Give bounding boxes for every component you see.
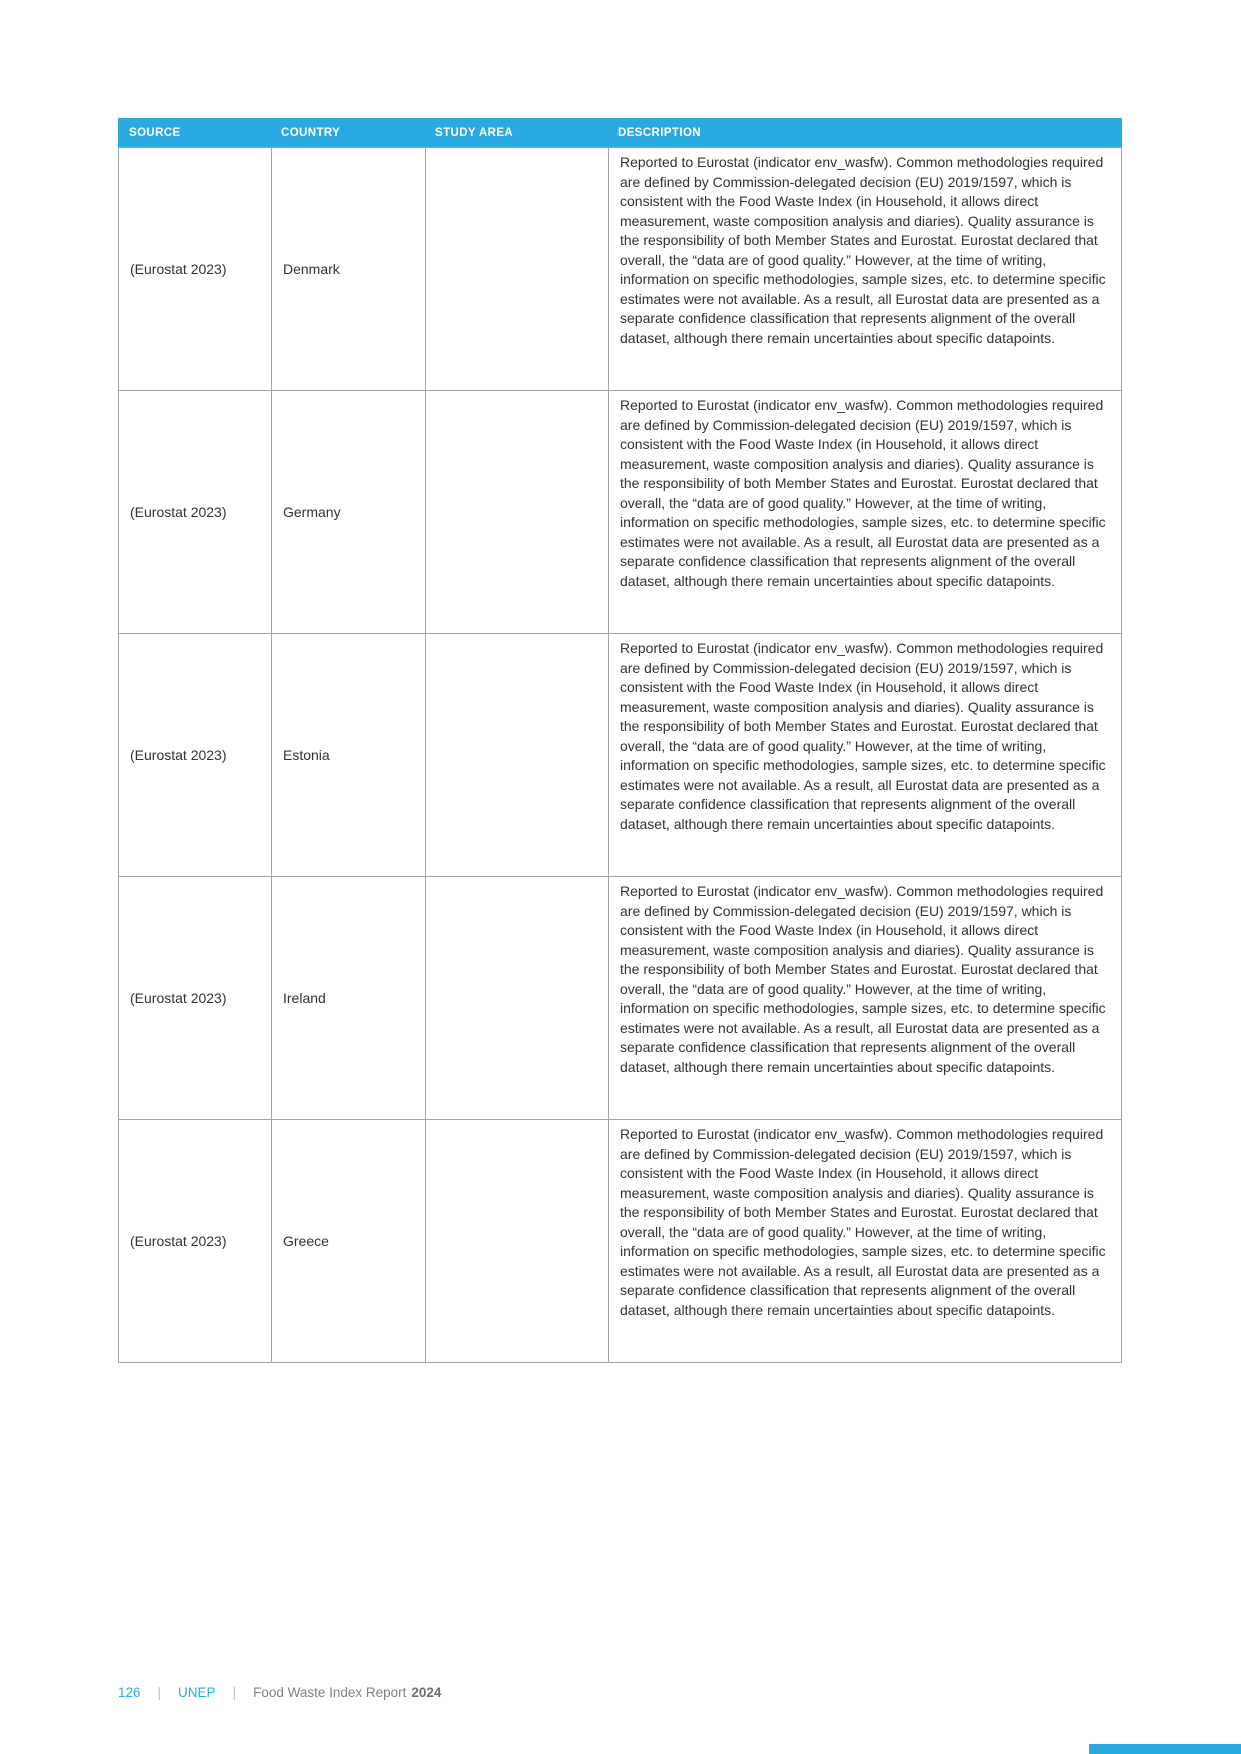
column-header-source: SOURCE bbox=[129, 126, 181, 139]
footer-separator: | bbox=[157, 1685, 162, 1700]
study-area-cell bbox=[425, 877, 608, 1119]
table-row bbox=[119, 390, 1121, 633]
description-cell: Reported to Eurostat (indicator env_wasfw). Common methodologies required are defined by Commission-delegated decision (EU) 2019/1597, which is consistent with the Food Waste Index (in Household, it allows direct measurement, waste composition analysis and diaries). Quality assurance is the responsibility of both Member States and Eurostat. Eurostat declared that overall, the “data are of good quality.” However, at the time of writing, information on specific methodologies, sample sizes, etc. to determine specific estimates were not available. As a result, all Eurostat data are presented as a separate confidence classification that represents alignment of the overall dataset, although there remain uncertainties about specific datapoints. bbox=[608, 877, 1121, 1119]
column-header-study-area: STUDY AREA bbox=[435, 126, 514, 139]
source-cell: (Eurostat 2023) bbox=[130, 1233, 227, 1249]
page-number: 126 bbox=[118, 1685, 141, 1700]
source-cell: (Eurostat 2023) bbox=[130, 747, 227, 763]
table-row bbox=[119, 876, 1121, 1119]
description-cell: Reported to Eurostat (indicator env_wasfw). Common methodologies required are defined by Commission-delegated decision (EU) 2019/1597, which is consistent with the Food Waste Index (in Household, it allows direct measurement, waste composition analysis and diaries). Quality assurance is the responsibility of both Member States and Eurostat. Eurostat declared that overall, the “data are of good quality.” However, at the time of writing, information on specific methodologies, sample sizes, etc. to determine specific estimates were not available. As a result, all Eurostat data are presented as a separate confidence classification that represents alignment of the overall dataset, although there remain uncertainties about specific datapoints. bbox=[608, 1120, 1121, 1362]
study-area-cell bbox=[425, 391, 608, 633]
source-cell: (Eurostat 2023) bbox=[130, 504, 227, 520]
description-cell: Reported to Eurostat (indicator env_wasfw). Common methodologies required are defined by Commission-delegated decision (EU) 2019/1597, which is consistent with the Food Waste Index (in Household, it allows direct measurement, waste composition analysis and diaries). Quality assurance is the responsibility of both Member States and Eurostat. Eurostat declared that overall, the “data are of good quality.” However, at the time of writing, information on specific methodologies, sample sizes, etc. to determine specific estimates were not available. As a result, all Eurostat data are presented as a separate confidence classification that represents alignment of the overall dataset, although there remain uncertainties about specific datapoints. bbox=[608, 391, 1121, 633]
description-cell: Reported to Eurostat (indicator env_wasfw). Common methodologies required are defined by Commission-delegated decision (EU) 2019/1597, which is consistent with the Food Waste Index (in Household, it allows direct measurement, waste composition analysis and diaries). Quality assurance is the responsibility of both Member States and Eurostat. Eurostat declared that overall, the “data are of good quality.” However, at the time of writing, information on specific methodologies, sample sizes, etc. to determine specific estimates were not available. As a result, all Eurostat data are presented as a separate confidence classification that represents alignment of the overall dataset, although there remain uncertainties about specific datapoints. bbox=[608, 634, 1121, 876]
page-footer bbox=[118, 1685, 441, 1700]
footer-report-year: 2024 bbox=[411, 1685, 442, 1700]
footer-separator: | bbox=[232, 1685, 237, 1700]
column-header-country: COUNTRY bbox=[281, 126, 341, 139]
country-cell: Estonia bbox=[271, 634, 425, 876]
study-area-cell bbox=[425, 148, 608, 390]
column-header-description: DESCRIPTION bbox=[618, 126, 701, 139]
footer-org-name: UNEP bbox=[178, 1685, 216, 1700]
source-cell: (Eurostat 2023) bbox=[130, 261, 227, 277]
sources-table bbox=[118, 118, 1122, 1363]
table-row bbox=[119, 147, 1121, 390]
page-edge-accent-bar bbox=[1089, 1744, 1241, 1754]
table-row bbox=[119, 1119, 1121, 1362]
country-cell: Greece bbox=[271, 1120, 425, 1362]
country-cell: Germany bbox=[271, 391, 425, 633]
source-cell: (Eurostat 2023) bbox=[130, 990, 227, 1006]
footer-report-title: Food Waste Index Report bbox=[253, 1685, 407, 1700]
table-header-row bbox=[118, 118, 1122, 147]
study-area-cell bbox=[425, 634, 608, 876]
country-cell: Denmark bbox=[271, 148, 425, 390]
table-row bbox=[119, 633, 1121, 876]
country-cell: Ireland bbox=[271, 877, 425, 1119]
description-cell: Reported to Eurostat (indicator env_wasfw). Common methodologies required are defined by Commission-delegated decision (EU) 2019/1597, which is consistent with the Food Waste Index (in Household, it allows direct measurement, waste composition analysis and diaries). Quality assurance is the responsibility of both Member States and Eurostat. Eurostat declared that overall, the “data are of good quality.” However, at the time of writing, information on specific methodologies, sample sizes, etc. to determine specific estimates were not available. As a result, all Eurostat data are presented as a separate confidence classification that represents alignment of the overall dataset, although there remain uncertainties about specific datapoints. bbox=[608, 148, 1121, 390]
study-area-cell bbox=[425, 1120, 608, 1362]
